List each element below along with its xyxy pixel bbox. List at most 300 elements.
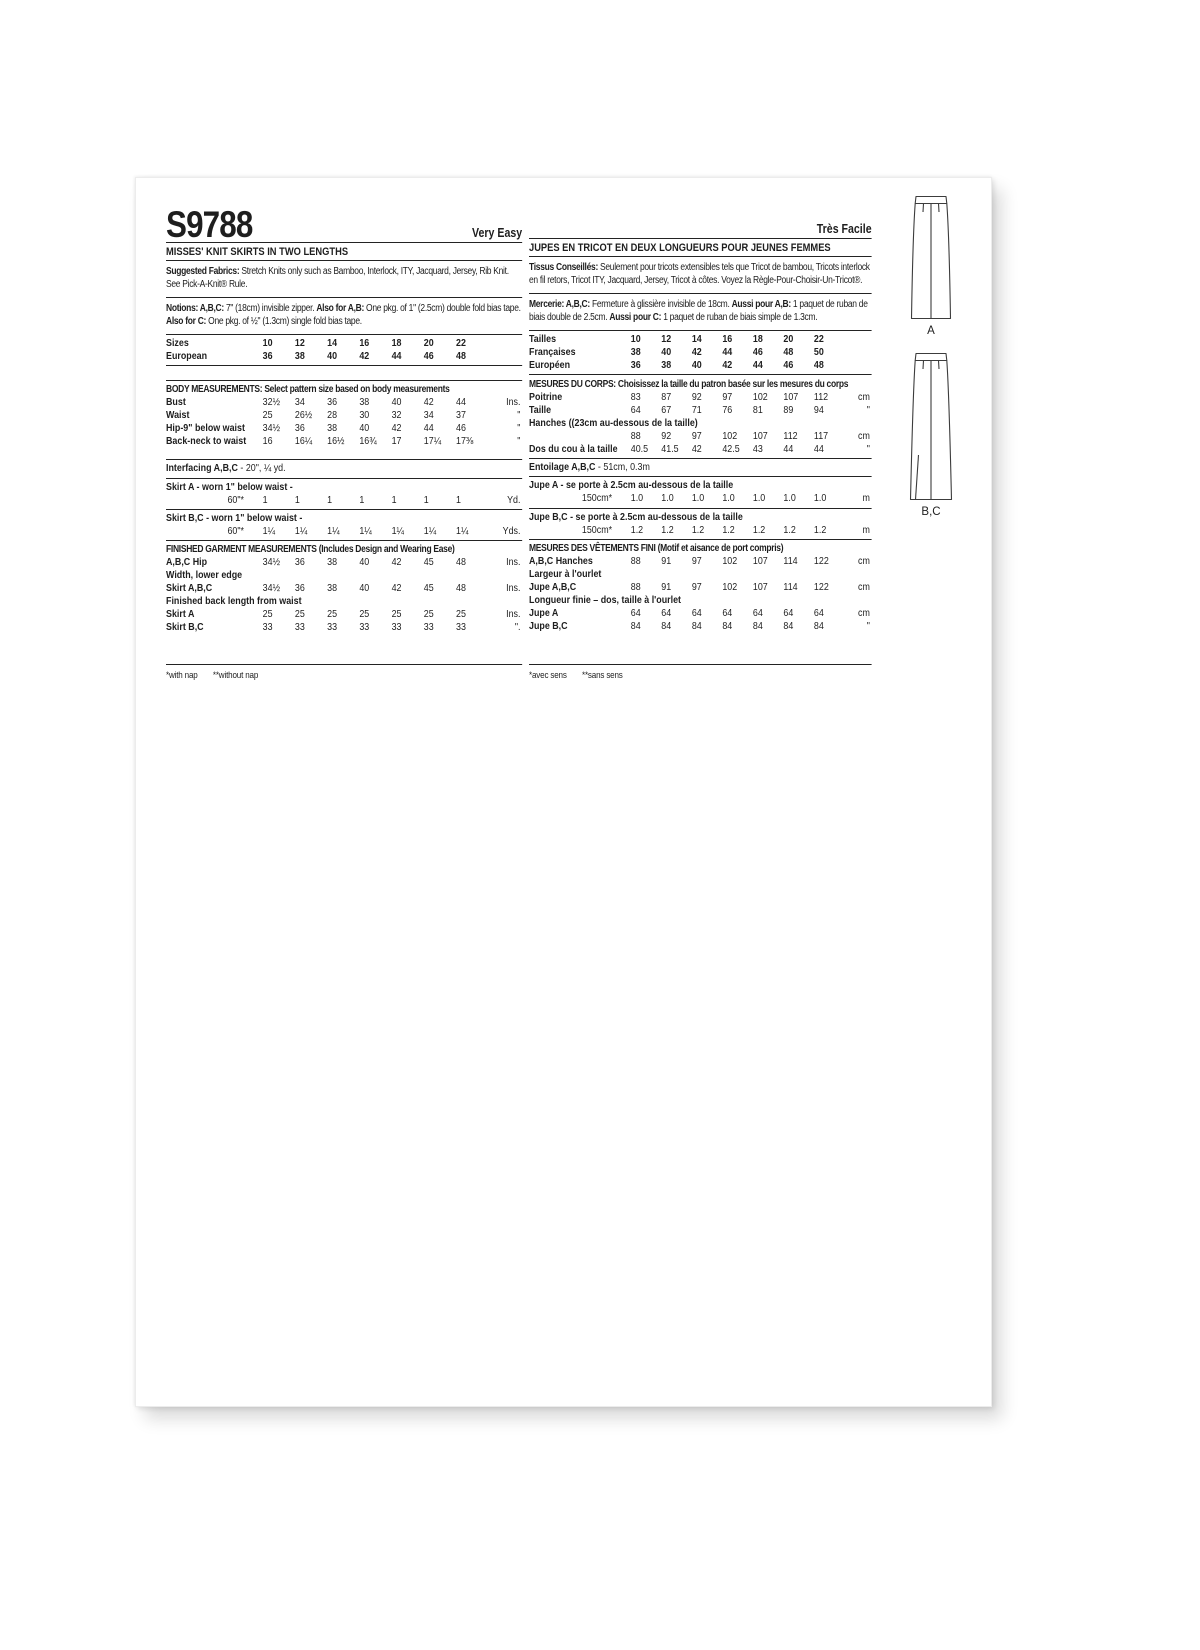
cell-value: 1 [262,493,268,506]
cell-value: 48 [783,346,794,359]
unit-label [844,359,871,372]
row-label: Taille [529,403,552,416]
footnote-with-nap: *with nap [166,670,198,681]
cell-value: 1.0 [722,492,735,505]
skirt-bc-figure [876,351,986,518]
unit-label: ". [514,621,521,634]
unit-label: " [517,408,521,421]
cell-value: 16 [262,434,273,447]
cell-value: 33 [423,621,434,634]
cell-value: 14 [691,333,702,346]
cell-value: 112 [783,429,798,442]
unit-label: " [866,403,870,416]
cell-value: 40 [391,395,402,408]
table-rule [529,539,872,540]
unit-label: cm [858,429,870,442]
row-heading: Longueur finie – dos, taille à l'ourlet [529,594,682,607]
cell-value: 42 [691,442,702,455]
cell-value: 42 [391,582,402,595]
cell-value: 33 [456,621,466,634]
table-rule [166,509,522,510]
measure-row [166,422,522,435]
row-label: 150cm* [581,523,613,536]
cell-value: 1¼ [327,525,340,538]
title-en: MISSES' KNIT SKIRTS IN TWO LENGTHS [166,243,522,261]
cell-value: 34½ [262,556,281,569]
row-label: Waist [166,408,190,421]
masthead-fr [529,200,872,239]
cell-value: 1¼ [262,525,276,538]
cell-value: 92 [661,429,672,442]
unit-label: cm [858,390,870,403]
cell-value: 44 [391,350,402,363]
cell-value: 1.0 [813,492,827,505]
cell-value: 84 [722,620,733,633]
cell-value: 64 [661,607,672,620]
footnote-avec-sens: *avec sens [529,670,567,681]
cell-value: 64 [722,607,733,620]
cell-value: 38 [359,395,370,408]
cell-value: 84 [691,620,702,633]
measure-row [166,409,522,422]
cell-value: 44 [456,395,466,408]
skirt-a-label: A [927,325,935,337]
notions-paragraph: Notions: A,B,C: 7" (18cm) invisible zipper. Also for A,B: One pkg. of 1" (2.5cm) double fold bias tape. Also for C: One pkg. of ½" (1.3cm) single fold bias tape. [166,303,521,327]
unit-label: " [517,434,521,447]
cell-value: 46 [456,421,466,434]
cell-value: 22 [813,333,824,346]
cell-value: 48 [813,359,824,372]
cell-value: 38 [630,346,641,359]
cell-value: 33 [262,621,273,634]
unit-label: " [866,442,870,455]
section-heading: MESURES DU CORPS: Choisissez la taille du patron basée sur les mesures du corps [529,378,849,390]
cell-value: 107 [752,555,768,568]
cell-value: 102 [722,429,738,442]
cell-value: 1.2 [722,523,735,536]
cell-value: 1¼ [359,525,372,538]
cell-value: 122 [813,581,829,594]
measure-row [166,621,522,634]
cell-value: 16 [359,337,370,350]
cell-value: 36 [294,582,305,595]
row-heading: Jupe B,C - se porte à 2.5cm au-dessous de la taille [529,510,743,523]
english-column [166,200,523,681]
row-label: Européen [529,359,571,372]
section-heading: MESURES DES VÊTEMENTS FINI (Motif et aisance de port compris) [529,543,784,555]
measure-row [529,524,872,537]
unit-label: " [517,421,521,434]
cell-value: 1.2 [752,523,766,536]
cell-value: 25 [359,608,370,621]
footnote-sans-sens: **sans sens [581,670,623,681]
cell-value: 88 [630,555,641,568]
skirt-bc-label: B,C [921,506,941,518]
skirt-a-figure [876,194,986,337]
measure-row [529,346,872,359]
cell-value: 97 [722,390,733,403]
row-label: Skirt A,B,C [166,582,213,595]
cell-value: 84 [783,620,794,633]
cell-value: 38 [294,350,305,363]
unit-label: " [866,620,870,633]
cell-value: 94 [813,403,824,416]
cell-value: 40 [359,582,370,595]
cell-value: 1.2 [661,523,674,536]
cell-value: 36 [630,359,641,372]
cell-value: 1.2 [630,523,644,536]
cell-value: 10 [630,333,641,346]
cell-value: 48 [456,556,466,569]
table-rule [529,476,872,477]
row-label: Bust [166,395,186,408]
cell-value: 42 [691,346,702,359]
title-fr: JUPES EN TRICOT EN DEUX LONGUEURS POUR JEUNES FEMMES [529,239,872,257]
cell-value: 38 [327,421,338,434]
row-label: A,B,C Hip [166,556,208,569]
section-heading: BODY MEASUREMENTS: Select pattern size based on body measurements [166,383,450,395]
unit-label: cm [858,581,870,594]
cell-value: 44 [813,442,824,455]
difficulty-label-fr: Très Facile [816,222,872,236]
cell-value: 1.0 [630,492,644,505]
unit-label [844,346,871,359]
cell-value: 87 [661,390,672,403]
cell-value: 45 [423,582,434,595]
measure-row [166,525,522,538]
cell-value: 25 [327,608,338,621]
cell-value: 48 [456,350,466,363]
cell-value: 25 [294,608,305,621]
cell-value: 38 [327,582,338,595]
cell-value: 16¾ [359,434,377,447]
row-heading: Skirt A - worn 1" below waist - [166,480,293,493]
cell-value: 1 [456,493,461,506]
row-label: Poitrine [529,390,563,403]
cell-value: 34 [294,395,305,408]
cell-value: 41.5 [661,442,679,455]
cell-value: 1.2 [783,523,796,536]
cell-value: 67 [661,403,672,416]
cell-value: 33 [327,621,338,634]
pattern-envelope-back [135,177,992,1407]
cell-value: 36 [294,556,305,569]
pattern-number: S9788 [166,203,253,245]
table-rule [166,365,522,366]
cell-value: 12 [294,337,305,350]
measure-row [529,581,872,594]
cell-value: 64 [691,607,702,620]
cell-value: 12 [661,333,672,346]
cell-value: 17 [391,434,402,447]
measure-row [529,492,872,505]
table-rule [166,334,522,335]
cell-value: 71 [691,403,702,416]
measure-row [529,359,872,372]
measure-row [529,333,872,346]
measure-row [529,607,872,620]
measurements-table-fr [529,330,872,633]
cell-value: 34½ [262,421,281,434]
difficulty-label-en: Very Easy [472,226,523,240]
cell-value: 38 [661,359,672,372]
cell-value: 64 [752,607,763,620]
unit-label: Ins. [506,395,521,408]
skirt-bc-illustration [894,351,968,503]
cell-value: 17¼ [423,434,442,447]
cell-value: 44 [423,421,434,434]
cell-value: 44 [722,346,733,359]
row-label: 150cm* [581,492,613,505]
cell-value: 36 [262,350,273,363]
cell-value: 25 [262,408,273,421]
cell-value: 1 [391,493,397,506]
cell-value: 114 [783,581,798,594]
unit-label: Ins. [506,582,521,595]
cell-value: 50 [813,346,824,359]
table-gap [166,448,522,457]
cell-value: 46 [752,346,763,359]
cell-value: 36 [327,395,338,408]
unit-label [488,350,522,363]
cell-value: 89 [783,403,794,416]
cell-value: 43 [752,442,763,455]
unit-label: cm [858,607,870,620]
cell-value: 1¼ [294,525,308,538]
cell-value: 46 [783,359,794,372]
row-heading: Width, lower edge [166,569,243,582]
measure-row [529,430,872,443]
table-rule [529,508,872,509]
measurements-table-en [166,334,522,634]
measure-row [166,337,522,350]
cell-value: 117 [813,429,829,442]
cell-value: 84 [630,620,641,633]
cell-value: 18 [752,333,763,346]
cell-value: 97 [691,581,702,594]
cell-value: 36 [294,421,305,434]
cell-value: 40 [691,359,702,372]
cell-value: 64 [783,607,794,620]
cell-value: 44 [783,442,794,455]
cell-value: 1.0 [691,492,705,505]
table-rule [166,540,522,541]
cell-value: 10 [262,337,273,350]
measure-row [166,350,522,363]
table-gap [166,369,522,378]
measure-row [166,582,522,595]
cell-value: 84 [752,620,763,633]
footnote-en [166,664,522,681]
table-rule [166,459,522,460]
cell-value: 25 [391,608,402,621]
cell-value: 44 [752,359,763,372]
cell-value: 34½ [262,582,281,595]
table-rule [529,458,872,459]
cell-value: 42 [391,556,402,569]
row-label: Tailles [529,333,557,346]
cell-value: 40 [661,346,672,359]
measure-row [166,556,522,569]
row-label [529,430,631,443]
cell-value: 112 [813,390,829,403]
suggested-fabrics-paragraph: Suggested Fabrics: Stretch Knits only such as Bamboo, Interlock, ITY, Jacquard, Jersey, Rib Knit. See Pick-A-Knit® Rule. [166,266,509,290]
french-column [529,200,872,681]
row-label: A,B,C Hanches [529,555,593,568]
cell-value: 38 [327,556,338,569]
cell-value: 16½ [327,434,345,447]
cell-value: 107 [783,390,799,403]
cell-value: 88 [630,581,641,594]
cell-value: 1.2 [691,523,705,536]
cell-value: 16¼ [294,434,313,447]
unit-label: Ins. [506,608,521,621]
measure-row [529,555,872,568]
measure-row [166,435,522,448]
cell-value: 64 [813,607,824,620]
cell-value: 33 [391,621,402,634]
cell-value: 76 [722,403,733,416]
cell-value: 64 [630,607,641,620]
cell-value: 37 [456,408,466,421]
cell-value: 1¼ [423,525,437,538]
cell-value: 42 [359,350,370,363]
table-rule [529,374,872,375]
row-heading: Hanches ((23cm au-dessous de la taille) [529,416,698,429]
cell-value: 114 [783,555,798,568]
divider [166,297,522,298]
row-label: Skirt A [166,608,195,621]
cell-value: 92 [691,390,702,403]
cell-value: 16 [722,333,733,346]
cell-value: 1 [359,493,365,506]
cell-value: 42 [423,395,434,408]
unit-label: m [862,492,870,505]
unit-label [844,333,871,346]
cell-value: 91 [661,555,672,568]
cell-value: 28 [327,408,338,421]
cell-value: 97 [691,555,702,568]
row-label: Sizes [166,337,189,350]
cell-value: 17⅜ [456,434,474,447]
cell-value: 45 [423,556,434,569]
row-label: Jupe A,B,C [529,581,577,594]
measure-row [166,608,522,621]
cell-value: 102 [722,581,738,594]
cell-value: 20 [423,337,434,350]
cell-value: 1 [327,493,333,506]
row-label: Skirt B,C [166,621,204,634]
cell-value: 25 [423,608,434,621]
cell-value: 22 [456,337,466,350]
measure-row [529,404,872,417]
row-heading: Jupe A - se porte à 2.5cm au-dessous de la taille [529,479,734,492]
cell-value: 48 [456,582,466,595]
mercerie-paragraph: Mercerie: A,B,C: Fermeture à glissière invisible de 18cm. Aussi pour A,B: 1 paquet de ruban de biais double de 2.5cm. Aussi pour C: 1 paquet de ruban de biais simple de 1.3cm. [529,299,868,323]
row-heading: Skirt B,C - worn 1" below waist - [166,512,303,525]
cell-value: 1¼ [456,525,469,538]
row-label: 60"* [227,493,245,506]
cell-value: 20 [783,333,794,346]
cell-value: 88 [630,429,641,442]
cell-value: 14 [327,337,338,350]
unit-label: Ins. [506,556,521,569]
unit-label: m [862,523,870,536]
measure-row [529,443,872,456]
cell-value: 25 [262,608,273,621]
measure-row [166,396,522,409]
cell-value: 33 [294,621,305,634]
cell-value: 25 [456,608,466,621]
unit-label: Yd. [507,493,521,506]
cell-value: 1.0 [783,492,796,505]
cell-value: 102 [752,390,768,403]
skirt-a-illustration [898,194,964,322]
cell-value: 83 [630,390,641,403]
unit-label [488,337,522,350]
cell-value: 40 [327,350,338,363]
row-label: Back-neck to waist [166,434,247,447]
info-line: Entoilage A,B,C - 51cm, 0.3m [529,460,650,473]
info-line: Interfacing A,B,C - 20", ¼ yd. [166,462,286,475]
measure-row [166,494,522,507]
cell-value: 1 [423,493,429,506]
divider [529,293,872,294]
cell-value: 64 [630,403,641,416]
garment-illustrations [876,194,986,518]
row-label: Dos du cou à la taille [529,442,618,455]
unit-label: Yds. [502,525,521,538]
section-heading: FINISHED GARMENT MEASUREMENTS (Includes Design and Wearing Ease) [166,544,455,556]
cell-value: 107 [752,581,768,594]
cell-value: 91 [661,581,672,594]
cell-value: 122 [813,555,829,568]
cell-value: 84 [661,620,672,633]
cell-value: 33 [359,621,370,634]
cell-value: 1.2 [813,523,827,536]
cell-value: 1.0 [752,492,766,505]
table-rule [529,330,872,331]
cell-value: 42 [391,421,402,434]
cell-value: 1 [294,493,300,506]
cell-value: 32 [391,408,402,421]
cell-value: 81 [752,403,763,416]
cell-value: 32½ [262,395,281,408]
cell-value: 97 [691,429,702,442]
cell-value: 42.5 [722,442,740,455]
cell-value: 84 [813,620,824,633]
cell-value: 40.5 [630,442,649,455]
row-label: Françaises [529,346,576,359]
row-label: 60"* [227,525,245,538]
row-label: Hip-9" below waist [166,421,245,434]
cell-value: 40 [359,421,370,434]
row-label: Jupe A [529,607,559,620]
cell-value: 34 [423,408,434,421]
row-label: European [166,350,208,363]
cell-value: 102 [722,555,738,568]
cell-value: 42 [722,359,733,372]
masthead [166,200,522,243]
table-rule [166,478,522,479]
row-heading: Largeur à l'ourlet [529,568,602,581]
cell-value: 40 [359,556,370,569]
footnote-fr [529,664,872,681]
cell-value: 18 [391,337,402,350]
row-label: Jupe B,C [529,620,568,633]
row-heading: Finished back length from waist [166,595,302,608]
measure-row [529,620,872,633]
